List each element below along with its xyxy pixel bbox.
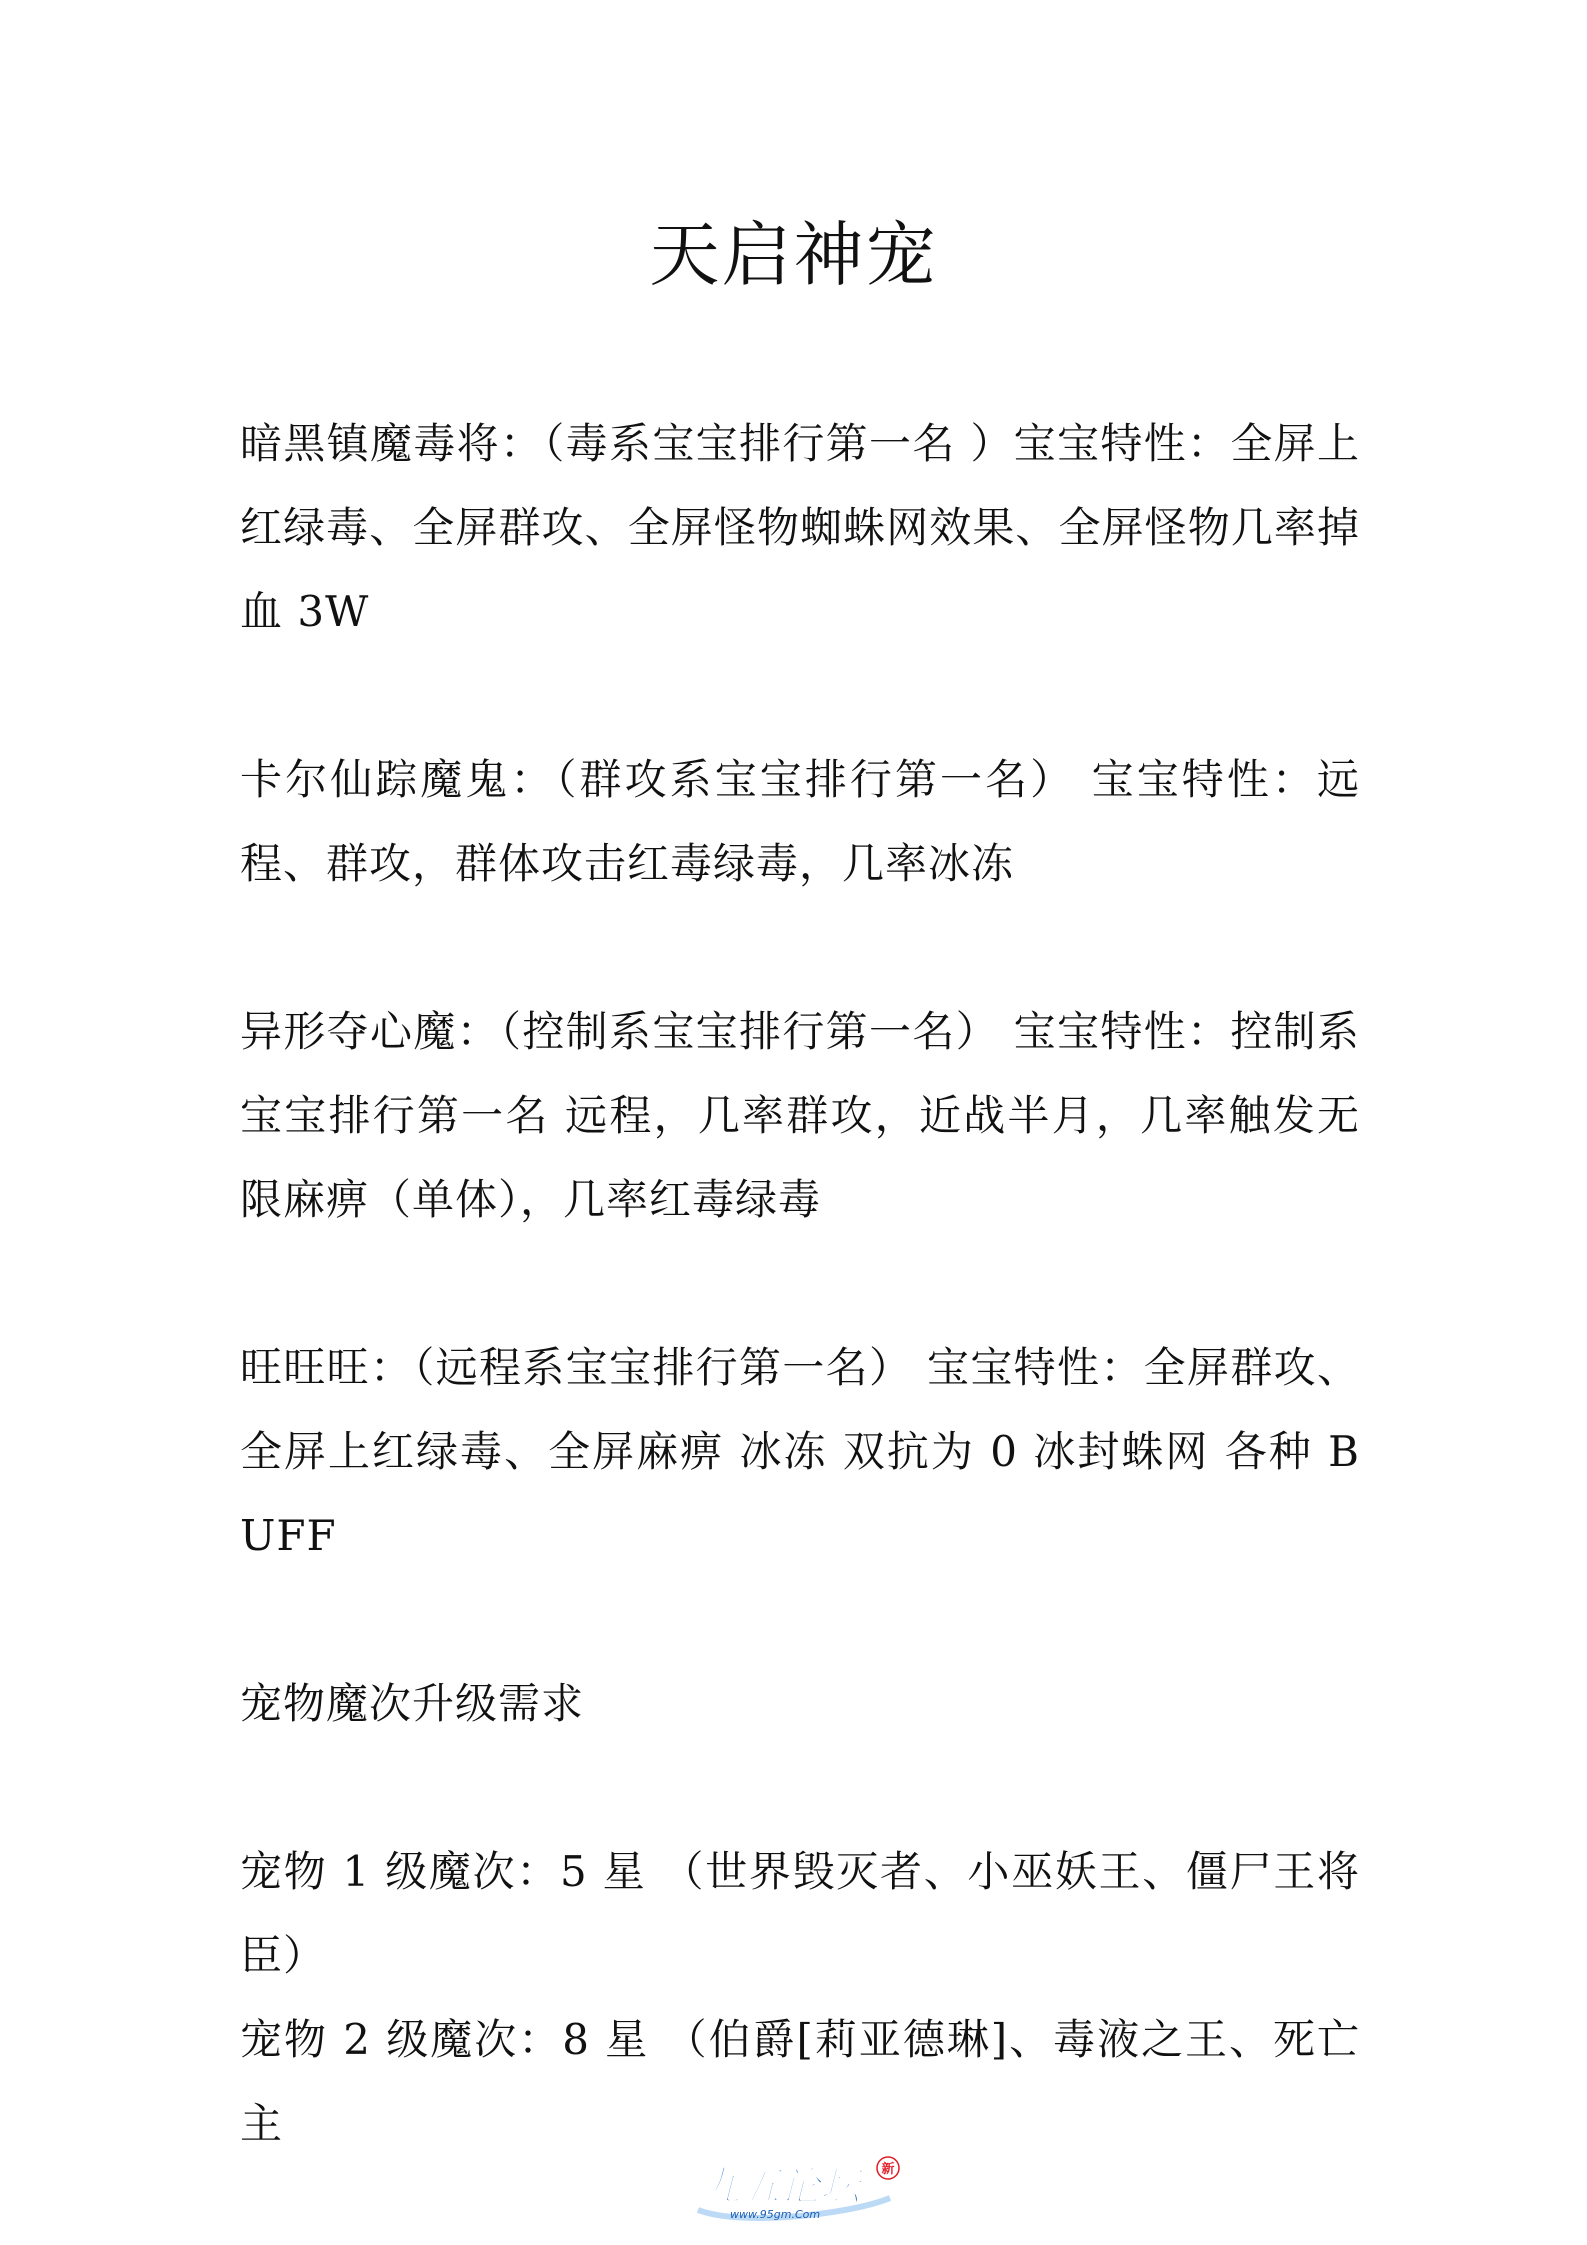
paragraph-dark-poison-general: 暗黑镇魔毒将：（毒系宝宝排行第一名 ）宝宝特性：全屏上红绿毒、全屏群攻、全屏怪物蜘蛛网效果、全屏怪物几率掉血 3W — [240, 419, 1360, 636]
section-heading-upgrade: 宠物魔次升级需求 — [240, 1679, 585, 1728]
paragraph-wangwangwang: 旺旺旺：（远程系宝宝排行第一名） 宝宝特性：全屏群攻、全屏上红绿毒、全屏麻痹 冰冻 双抗为 0 冰封蛛网 各种 BUFF — [240, 1343, 1360, 1560]
forum-logo — [690, 2150, 910, 2232]
paragraph-level-2: 宠物 2 级魔次：8 星 （伯爵[莉亚德琳]、毒液之王、死亡主 — [240, 2015, 1360, 2148]
logo-url-text: www.95gm.Com — [730, 2208, 821, 2221]
paragraph-level-1: 宠物 1 级魔次：5 星 （世界毁灭者、小巫妖王、僵尸王将臣） — [240, 1847, 1360, 1980]
page-title: 天启神宠 — [649, 214, 938, 296]
logo-stamp: 新 — [881, 2162, 895, 2177]
logo-text: 九五论坛 — [700, 2164, 860, 2210]
paragraph-mind-flayer: 异形夺心魔：（控制系宝宝排行第一名） 宝宝特性：控制系宝宝排行第一名 远程，几率群攻，近战半月，几率触发无限麻痹（单体），几率红毒绿毒 — [240, 1007, 1360, 1224]
paragraph-karl-demon: 卡尔仙踪魔鬼：（群攻系宝宝排行第一名） 宝宝特性：远程、群攻，群体攻击红毒绿毒，几率冰冻 — [240, 755, 1360, 888]
